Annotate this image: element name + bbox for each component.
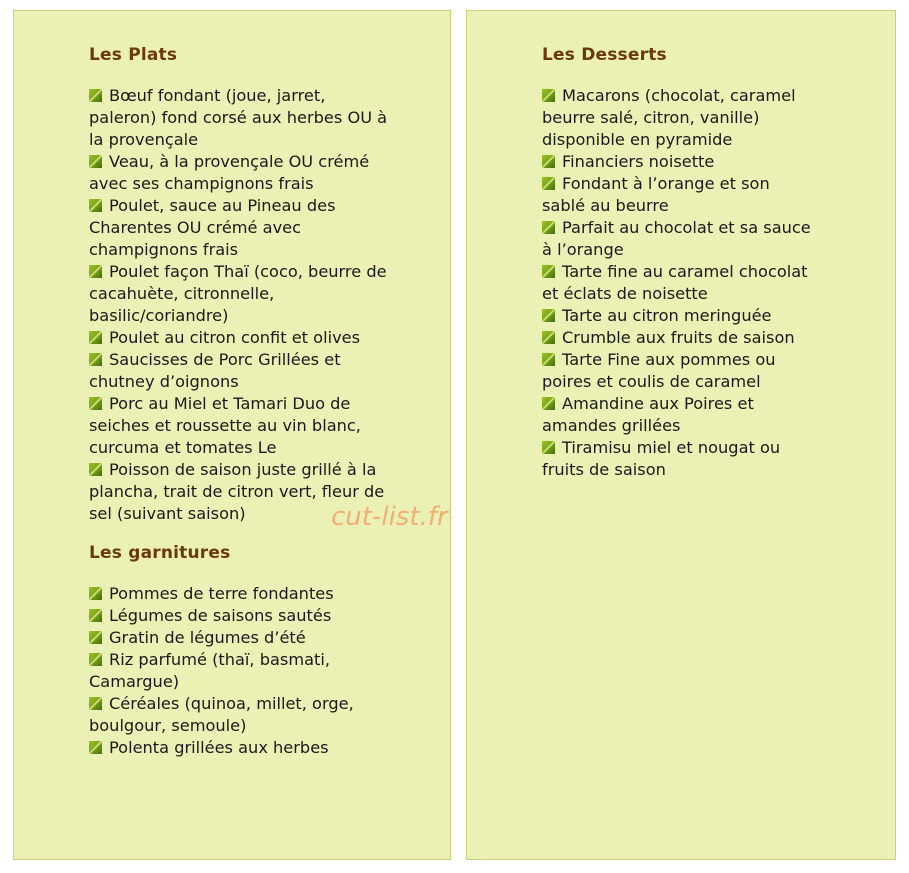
list-item: Parfait au chocolat et sa sauce à l’orange <box>542 218 811 259</box>
bullet-icon <box>89 631 102 644</box>
desserts-list <box>542 85 817 481</box>
list-item: Tarte fine au caramel chocolat et éclats de noisette <box>542 262 808 303</box>
bullet-icon <box>89 353 102 366</box>
bullet-icon <box>89 697 102 710</box>
list-item: Macarons (chocolat, caramel beurre salé, citron, vanille) disponible en pyramide <box>542 86 796 149</box>
bullet-icon <box>542 89 555 102</box>
list-item: Bœuf fondant (joue, jarret, paleron) fond corsé aux herbes OU à la provençale <box>89 86 388 149</box>
list-item: Céréales (quinoa, millet, orge, boulgour, semoule) <box>89 694 354 735</box>
list-item: Polenta grillées aux herbes <box>89 737 389 759</box>
bullet-icon <box>89 89 102 102</box>
bullet-icon <box>89 587 102 600</box>
list-item: Amandine aux Poires et amandes grillées <box>542 394 754 435</box>
bullet-icon <box>542 177 555 190</box>
garnitures-heading: Les garnitures <box>89 543 231 563</box>
right-menu-panel <box>466 10 896 860</box>
bullet-icon <box>89 741 102 754</box>
bullet-icon <box>89 653 102 666</box>
list-item: Poulet, sauce au Pineau des Charentes OU crémé avec champignons frais <box>89 196 336 259</box>
bullet-icon <box>89 397 102 410</box>
list-item: Saucisses de Porc Grillées et chutney d’oignons <box>89 350 341 391</box>
list-item: Pommes de terre fondantes <box>89 583 389 605</box>
list-item: Poulet au citron confit et olives <box>89 327 389 349</box>
plats-list <box>89 85 389 525</box>
list-item: Veau, à la provençale OU crémé avec ses champignons frais <box>89 152 370 193</box>
bullet-icon <box>89 155 102 168</box>
left-menu-column <box>89 45 389 759</box>
bullet-icon <box>89 331 102 344</box>
bullet-icon <box>542 441 555 454</box>
list-item: Riz parfumé (thaï, basmati, Camargue) <box>89 650 331 691</box>
list-item: Fondant à l’orange et son sablé au beurre <box>542 174 770 215</box>
bullet-icon <box>542 353 555 366</box>
list-item: Poisson de saison juste grillé à la plancha, trait de citron vert, fleur de sel (suivant saison) <box>89 460 385 523</box>
bullet-icon <box>542 265 555 278</box>
bullet-icon <box>542 155 555 168</box>
list-item: Poulet façon Thaï (coco, beurre de cacahuète, citronnelle, basilic/coriandre) <box>89 262 387 325</box>
bullet-icon <box>542 309 555 322</box>
garnitures-list <box>89 583 389 759</box>
bullet-icon <box>542 221 555 234</box>
plats-heading: Les Plats <box>89 45 178 65</box>
bullet-icon <box>89 265 102 278</box>
list-item: Légumes de saisons sautés <box>89 605 389 627</box>
list-item: Gratin de légumes d’été <box>89 627 389 649</box>
bullet-icon <box>542 397 555 410</box>
desserts-heading: Les Desserts <box>542 45 667 65</box>
list-item: Tarte Fine aux pommes ou poires et coulis de caramel <box>542 350 776 391</box>
list-item: Porc au Miel et Tamari Duo de seiches et roussette au vin blanc, curcuma et tomates Le <box>89 394 361 457</box>
watermark: cut-list.fr <box>331 502 448 532</box>
bullet-icon <box>89 609 102 622</box>
bullet-icon <box>89 199 102 212</box>
list-item: Financiers noisette <box>542 151 817 173</box>
list-item: Tarte au citron meringuée <box>542 305 817 327</box>
list-item: Crumble aux fruits de saison <box>542 327 817 349</box>
right-menu-column <box>542 45 817 481</box>
bullet-icon <box>89 463 102 476</box>
bullet-icon <box>542 331 555 344</box>
left-menu-panel <box>13 10 451 860</box>
list-item: Tiramisu miel et nougat ou fruits de saison <box>542 438 781 479</box>
